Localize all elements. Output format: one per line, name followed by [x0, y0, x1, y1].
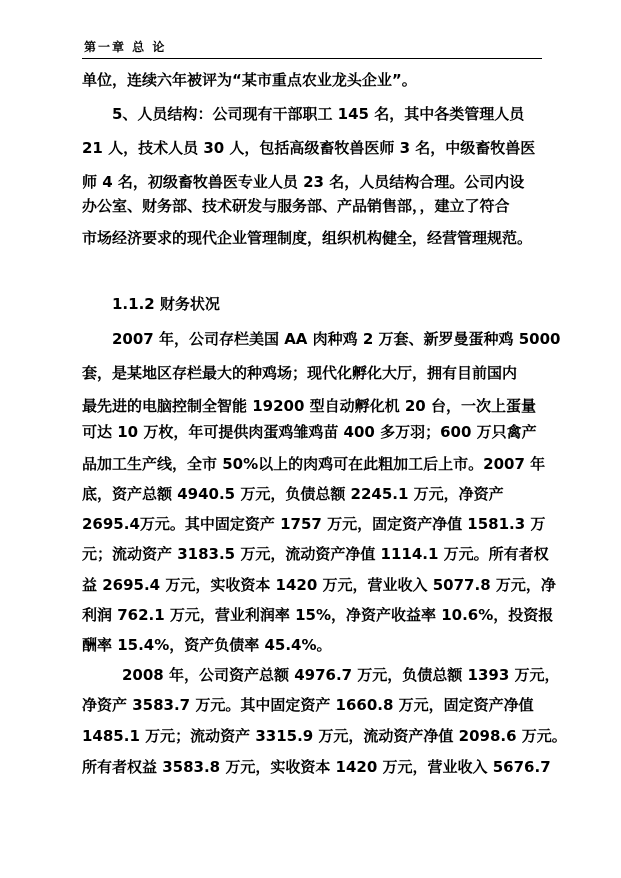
text-line: 净资产 3583.7 万元。其中固定资产 1660.8 万元，固定资产净值 — [82, 696, 534, 714]
text-line: 1485.1 万元；流动资产 3315.9 万元，流动资产净值 2098.6 万元。 — [82, 727, 567, 745]
text-line: 所有者权益 3583.8 万元，实收资本 1420 万元，营业收入 5676.7 — [82, 758, 551, 776]
section-heading: 1.1.2 财务状况 — [112, 295, 220, 313]
text-line: 套，是某地区存栏最大的种鸡场；现代化孵化大厅，拥有目前国内 — [82, 364, 518, 382]
text-line: 最先进的电脑控制全智能 19200 型自动孵化机 20 台，一次上蛋量 — [82, 397, 536, 415]
text-line: 5、人员结构：公司现有干部职工 145 名，其中各类管理人员 — [112, 105, 525, 123]
text-line: 益 2695.4 万元，实收资本 1420 万元，营业收入 5077.8 万元，净 — [82, 576, 556, 594]
text-line: 元；流动资产 3183.5 万元，流动资产净值 1114.1 万元。所有者权 — [82, 545, 549, 563]
text-line: 品加工生产线，全市 50%以上的肉鸡可在此粗加工后上市。2007 年 — [82, 455, 546, 473]
header-rule — [82, 58, 542, 59]
text-line: 办公室、财务部、技术研发与服务部、产品销售部，，建立了符合 — [82, 197, 510, 215]
text-line: 师 4 名，初级畜牧兽医专业人员 23 名，人员结构合理。公司内设 — [82, 173, 525, 191]
text-line: 2695.4万元。其中固定资产 1757 万元，固定资产净值 1581.3 万 — [82, 515, 546, 533]
text-line: 利润 762.1 万元，营业利润率 15%，净资产收益率 10.6%，投资报 — [82, 606, 554, 624]
chapter-header: 第一章 总 论 — [84, 40, 167, 54]
text-line: 2008 年，公司资产总额 4976.7 万元，负债总额 1393 万元， — [122, 666, 560, 684]
text-line: 单位，连续六年被评为“某市重点农业龙头企业”。 — [82, 71, 417, 89]
text-line: 酬率 15.4%，资产负债率 45.4%。 — [82, 636, 332, 654]
text-line: 底，资产总额 4940.5 万元，负债总额 2245.1 万元，净资产 — [82, 485, 504, 503]
text-line: 可达 10 万枚，年可提供肉蛋鸡雏鸡苗 400 多万羽；600 万只禽产 — [82, 423, 537, 441]
text-line: 2007 年，公司存栏美国 AA 肉种鸡 2 万套、新罗曼蛋种鸡 5000 — [112, 330, 561, 348]
text-line: 市场经济要求的现代企业管理制度，组织机构健全，经营管理规范。 — [82, 229, 533, 247]
text-line: 21 人，技术人员 30 人，包括高级畜牧兽医师 3 名，中级畜牧兽医 — [82, 139, 536, 157]
